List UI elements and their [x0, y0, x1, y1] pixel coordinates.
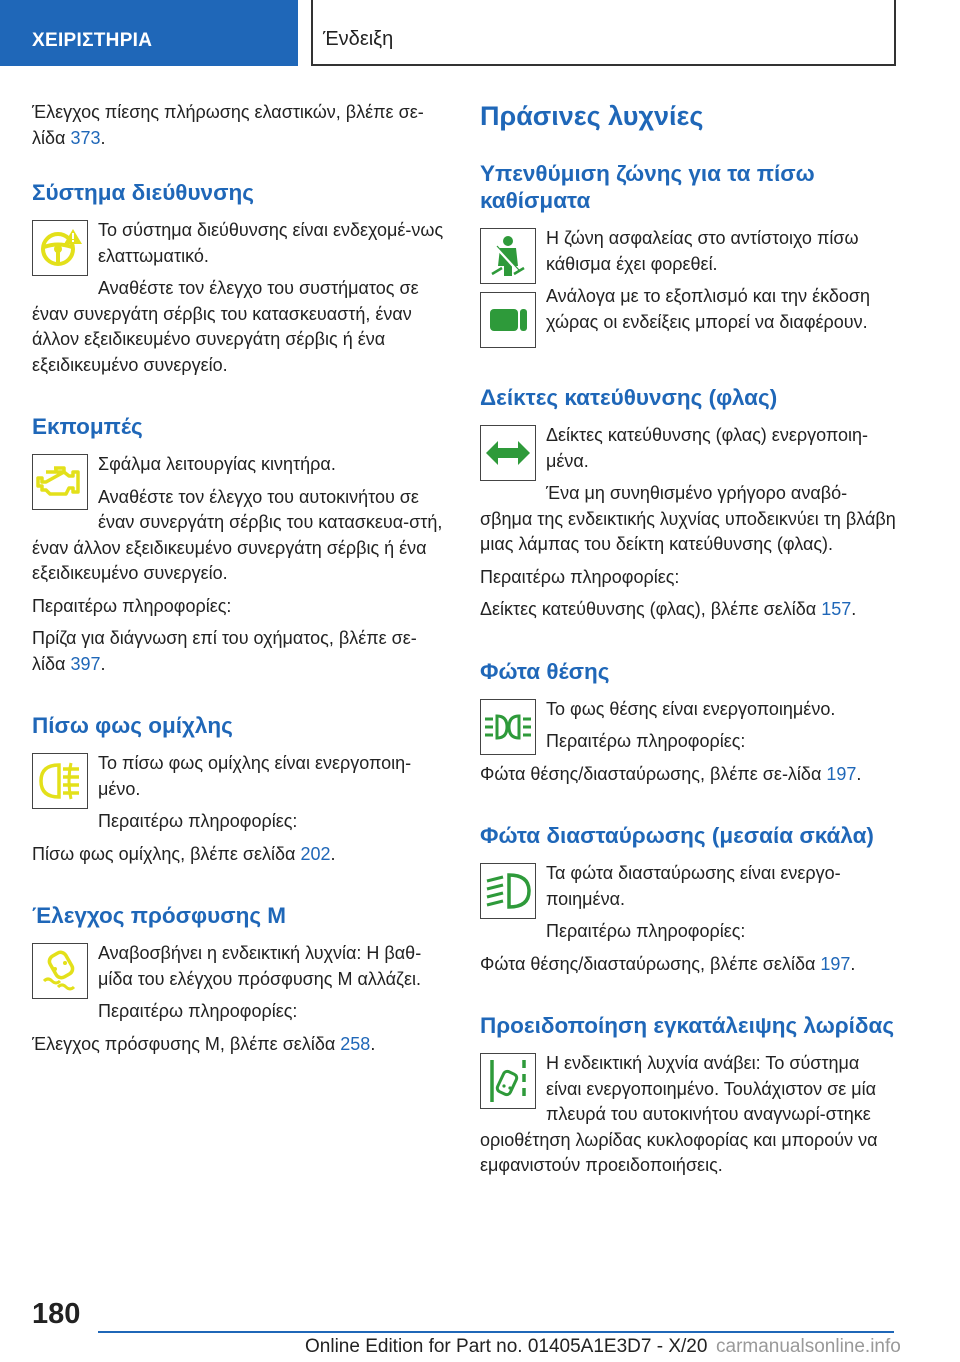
rear-fog-icon	[32, 753, 88, 809]
belt-entry: Η ζώνη ασφαλείας στο αντίστοιχο πίσω κάθισμα έχει φορεθεί. Ανάλογα με το εξοπλισμό και την έκδοση χώρας οι ενδείξεις μπορεί να διαφέρουν.	[480, 226, 896, 356]
emissions-entry: Σφάλμα λειτουργίας κινητήρα. Αναθέστε τον έλεγχο του αυτοκινήτου σε έναν συνεργάτη σέρβις του κατασκευα-στή, έναν άλλον εξειδικευμένο συνεργάτη σέρβις ή ένα εξειδικευμένο συνεργείο. Περαιτέρω πληροφορίες: Πρίζα για διάγνωση επί του οχήματος, βλέπε σε-λίδα 397.	[32, 454, 443, 674]
m-grip-heading: Έλεγχος πρόσφυσης M	[32, 903, 287, 928]
seatbelt-rear-icon	[480, 292, 536, 348]
position-heading: Φώτα θέσης	[480, 658, 610, 684]
belt-heading: Υπενθύμιση ζώνης για τα πίσω καθίσματα	[480, 161, 815, 213]
page-header	[0, 0, 960, 66]
page-link-197a[interactable]: 197	[826, 763, 857, 784]
engine-check-icon	[32, 454, 88, 510]
lane-heading: Προειδοποίηση εγκατάλειψης λωρίδας	[480, 1013, 895, 1038]
edition-note: Online Edition for Part no. 01405A1E3D7 - X/20	[305, 1336, 708, 1357]
low-beam-entry: Τα φώτα διασταύρωσης είναι ενεργο-ποιημένα. Περαιτέρω πληροφορίες: Φώτα θέσης/διασταύρωσης, βλέπε σελίδα 197.	[480, 863, 856, 974]
lane-entry: Η ενδεικτική λυχνία ανάβει: Το σύστημα είναι ενεργοποιημένο. Τουλάχιστον σε μία πλευρά του αυτοκινήτου αναγνωρί-στηκε οριοθέτηση λωρίδας κυκλοφορίας και μπορούν να εμφανιστούν προειδοποιήσεις.	[480, 1053, 878, 1175]
turn-heading: Δείκτες κατεύθυνσης (φλας)	[480, 385, 778, 410]
page-link-157[interactable]: 157	[821, 599, 852, 619]
page-link-397[interactable]: 397	[70, 653, 101, 674]
rear-fog-heading: Πίσω φως ομίχλης	[32, 713, 233, 738]
page-link-373[interactable]: 373	[70, 127, 101, 148]
page-number: 180	[32, 1298, 81, 1330]
page-link-258[interactable]: 258	[340, 1033, 371, 1054]
green-lights-title: Πράσινες λυχνίες	[480, 101, 704, 131]
traction-control-icon	[32, 943, 88, 999]
emissions-heading: Εκπομπές	[32, 414, 143, 439]
turn-entry: Δείκτες κατεύθυνσης (φλας) ενεργοποιη-μένα. Ένα μη συνηθισμένο γρήγορο αναβό-σβημα της ενδεικτικής λυχνίας υποδεικνύει τη βλάβη μιας λάμπας του δείκτη κατεύθυνσης (φλας). Περαιτέρω πληροφορίες: Δείκτες κατεύθυνσης (φλας), βλέπε σελίδα 157.	[480, 425, 896, 619]
low-beam-icon	[480, 863, 536, 919]
watermark: carmanualsonline.info	[716, 1336, 901, 1357]
lane-departure-icon	[480, 1053, 536, 1109]
low-beam-heading: Φώτα διασταύρωσης (μεσαία σκάλα)	[480, 823, 874, 848]
tire-pressure-ref: Έλεγχος πίεσης πλήρωσης ελαστικών, βλέπε σε-λίδα 373.	[32, 102, 424, 148]
steering-warning-icon	[32, 220, 88, 276]
page-link-202[interactable]: 202	[300, 843, 331, 864]
steering-entry: Το σύστημα διεύθυνσης είναι ενδεχομέ-νως ελαττωματικό. Αναθέστε τον έλεγχο του συστήματος σε έναν συνεργάτη σέρβις του κατασκευαστή, έναν άλλον εξειδικευμένο συνεργάτη σέρβις ή ένα εξειδικευμένο συνεργείο.	[32, 220, 444, 375]
section-tab[interactable]: ΧΕΙΡΙΣΤΗΡΙΑ	[0, 0, 298, 66]
rear-fog-entry: Το πίσω φως ομίχλης είναι ενεργοποιη-μένο. Περαιτέρω πληροφορίες: Πίσω φως ομίχλης, βλέπε σελίδα 202.	[32, 753, 412, 864]
steering-heading: Σύστημα διεύθυνσης	[32, 180, 254, 205]
m-grip-entry: Αναβοσβήνει η ενδεικτική λυχνία: Η βαθ-μίδα του ελέγχου πρόσφυσης M αλλάζει. Περαιτέρω πληροφορίες: Έλεγχος πρόσφυσης M, βλέπε σελίδα 258.	[32, 943, 422, 1054]
position-lights-icon	[480, 699, 536, 755]
footer-divider	[98, 1331, 894, 1333]
chapter-title: Ένδειξη	[311, 0, 896, 66]
left-column	[32, 100, 448, 1064]
turn-signal-icon	[480, 425, 536, 481]
seatbelt-icon	[480, 228, 536, 284]
page-link-197b[interactable]: 197	[820, 953, 851, 974]
right-column	[480, 100, 896, 1186]
position-entry: Το φως θέσης είναι ενεργοποιημένο. Περαιτέρω πληροφορίες: Φώτα θέσης/διασταύρωσης, βλέπε σε-λίδα 197.	[480, 698, 862, 784]
